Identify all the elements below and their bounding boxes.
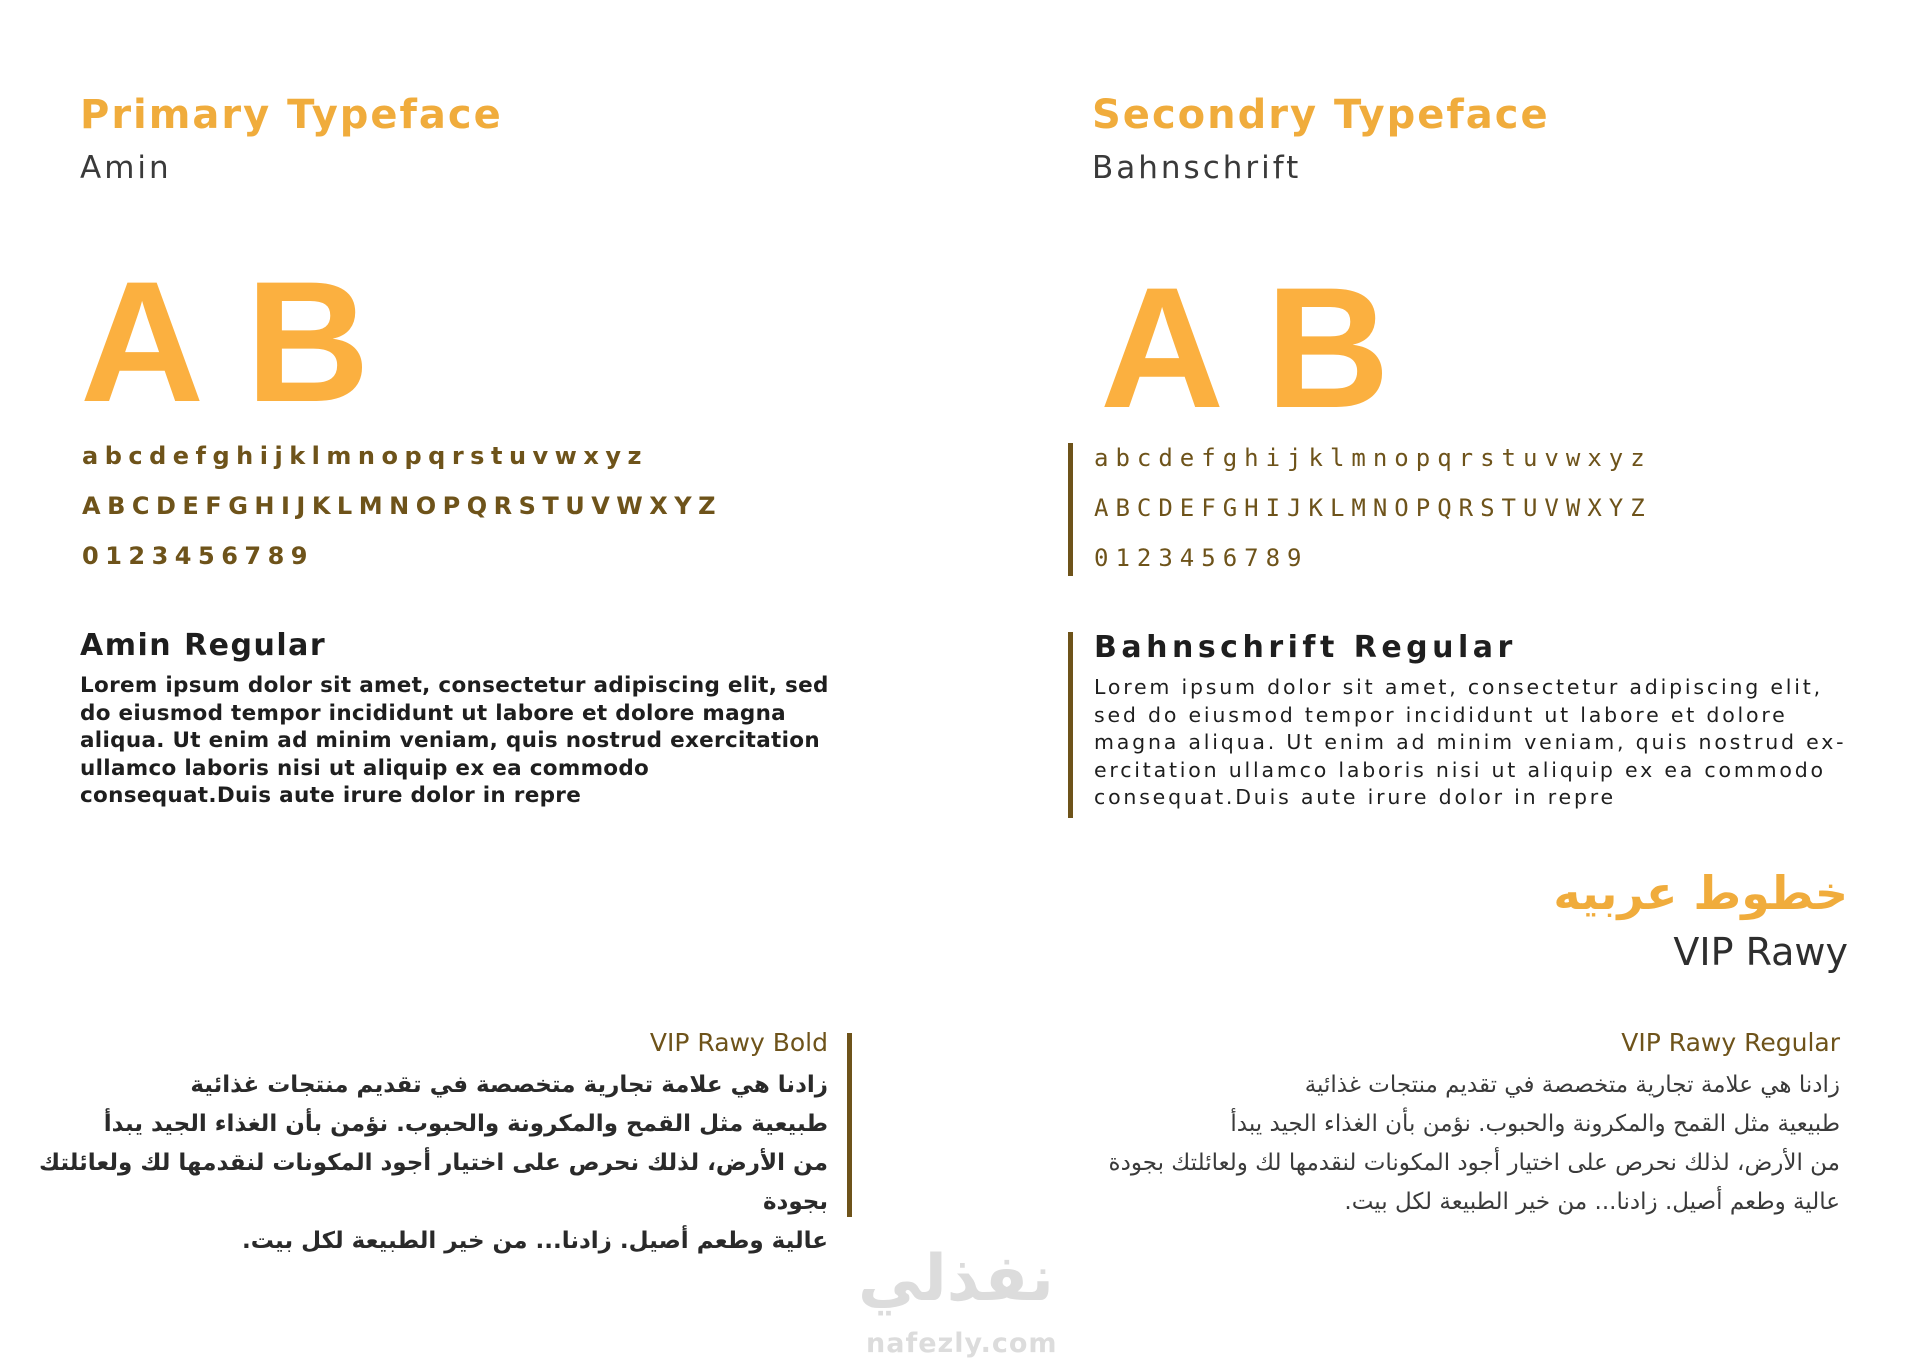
watermark-latin: nafezly.com bbox=[866, 1328, 1058, 1359]
arabic-regular-line: عالية وطعم أصيل. زادنا... من خير الطبيعة لكل بيت. bbox=[1344, 1189, 1840, 1215]
arabic-bold-label: VIP Rawy Bold bbox=[649, 1028, 828, 1057]
arabic-regular-label: VIP Rawy Regular bbox=[1621, 1028, 1840, 1057]
secondary-charset-divider bbox=[1068, 443, 1073, 576]
arabic-bold-paragraph bbox=[28, 1066, 828, 1261]
watermark-arabic: نفذلي bbox=[858, 1242, 1054, 1316]
secondary-font-name: Bahnschrift bbox=[1092, 150, 1302, 186]
secondary-lowercase: abcdefghijklmnopqrstuvwxyz bbox=[1094, 444, 1652, 472]
primary-lowercase: abcdefghijklmnopqrstuvwxyz bbox=[82, 442, 648, 470]
secondary-sample-text: Lorem ipsum dolor sit amet, consectetur adipiscing elit, sed do eiusmod tempor incididunt ut labore et dolore magna aliqua. Ut enim ad minim veniam, quis nostrud ex-ercitation ullamco laboris nisi ut aliquip ex ea commodo consequat.Duis aute irure dolor in repre bbox=[1094, 675, 1847, 809]
secondary-style-title: Bahnschrift Regular bbox=[1094, 630, 1517, 665]
primary-uppercase: ABCDEFGHIJKLMNOPQRSTUVWXYZ bbox=[82, 492, 723, 520]
arabic-bold-line: من الأرض، لذلك نحرص على اختيار أجود المكونات لنقدمها لك ولعائلتك بجودة bbox=[38, 1150, 828, 1215]
primary-digits: 0123456789 bbox=[82, 542, 314, 570]
primary-style-title: Amin Regular bbox=[80, 628, 327, 663]
primary-font-name: Amin bbox=[80, 150, 172, 186]
primary-sample-text: Lorem ipsum dolor sit amet, consectetur adipiscing elit, sed do eiusmod tempor incididunt ut labore et dolore magna aliqua. Ut enim ad minim veniam, quis nostrud exercitation ullamco laboris nisi ut aliquip ex ea commodo consequat.Duis aute irure dolor in repre bbox=[80, 673, 829, 808]
secondary-big-letters: A B bbox=[1100, 252, 1390, 444]
secondary-heading: Secondry Typeface bbox=[1092, 92, 1550, 138]
arabic-bold-line: طبيعية مثل القمح والمكرونة والحبوب. نؤمن بأن الغذاء الجيد يبدأ bbox=[103, 1111, 828, 1137]
secondary-sample-divider bbox=[1068, 632, 1073, 818]
secondary-uppercase: ABCDEFGHIJKLMNOPQRSTUVWXYZ bbox=[1094, 494, 1652, 522]
arabic-bold-divider bbox=[847, 1033, 852, 1217]
arabic-bold-line: زادنا هي علامة تجارية متخصصة في تقديم منتجات غذائية bbox=[190, 1072, 828, 1098]
primary-heading: Primary Typeface bbox=[80, 92, 503, 138]
primary-big-letters: A B bbox=[80, 246, 370, 438]
arabic-regular-line: طبيعية مثل القمح والمكرونة والحبوب. نؤمن بأن الغذاء الجيد يبدأ bbox=[1230, 1111, 1840, 1137]
secondary-digits: 0123456789 bbox=[1094, 544, 1309, 572]
arabic-regular-line: من الأرض، لذلك نحرص على اختيار أجود المكونات لنقدمها لك ولعائلتك بجودة bbox=[1108, 1150, 1840, 1176]
arabic-bold-line: عالية وطعم أصيل. زادنا... من خير الطبيعة لكل بيت. bbox=[241, 1228, 828, 1254]
arabic-regular-line: زادنا هي علامة تجارية متخصصة في تقديم منتجات غذائية bbox=[1304, 1072, 1840, 1098]
arabic-regular-paragraph bbox=[1040, 1066, 1840, 1222]
arabic-heading: خطوط عربيه bbox=[1553, 866, 1848, 920]
arabic-font-name: VIP Rawy bbox=[1673, 930, 1848, 974]
